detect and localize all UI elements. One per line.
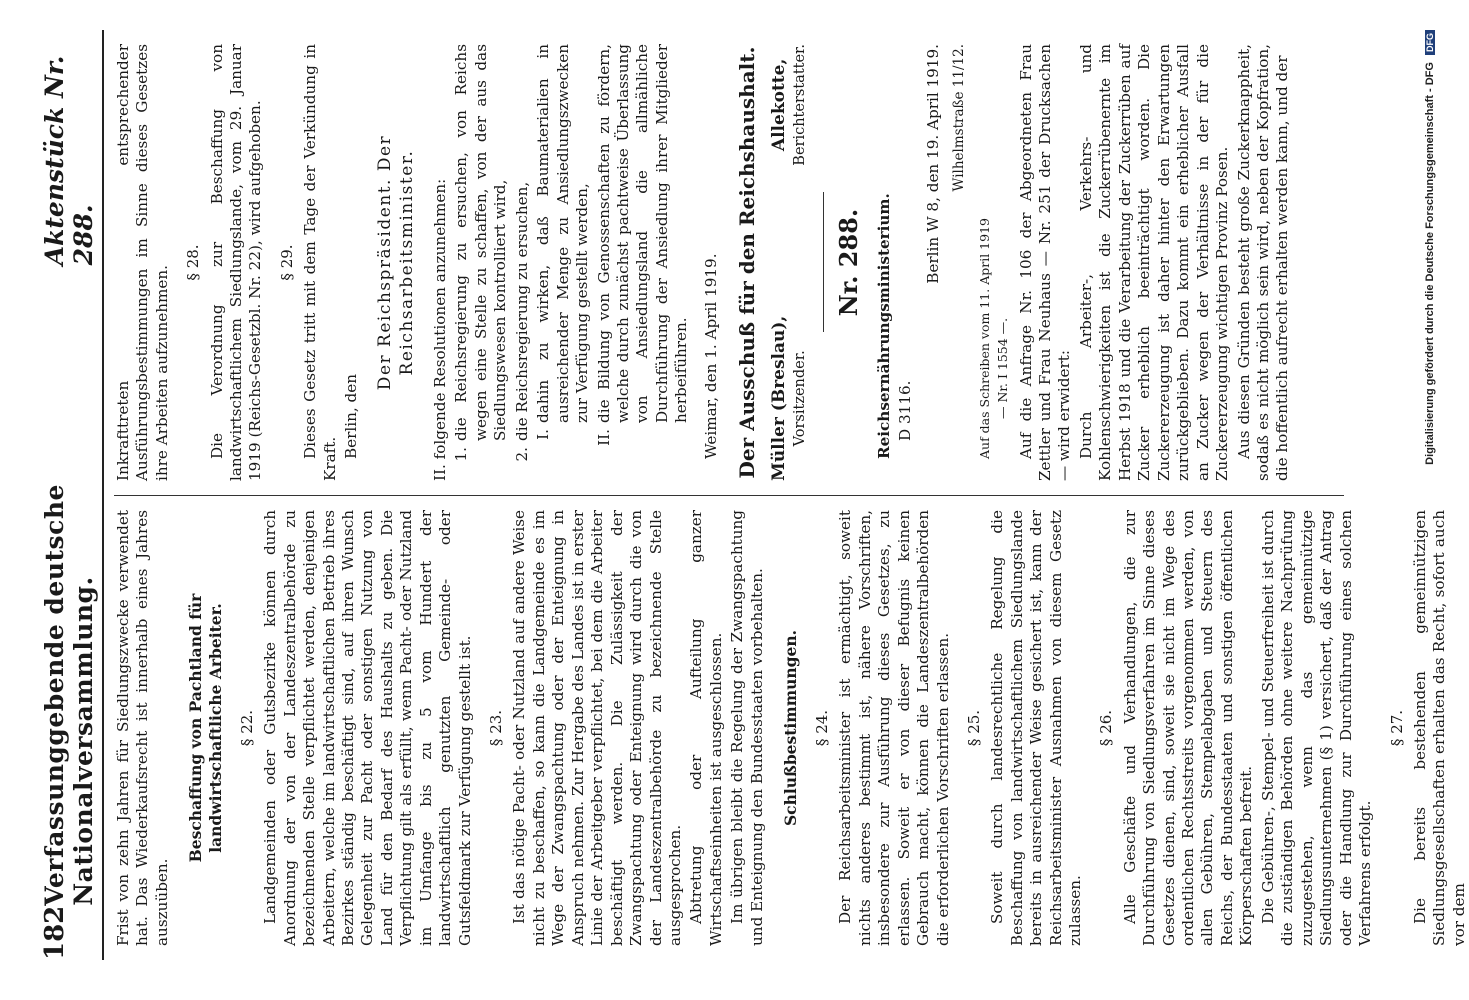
section-29-number: § 29. [277,244,296,281]
weimar-date: Weimar, den 1. April 1919. [701,253,720,459]
section-27-text: Die bereits bestehenden gemeinnützigen Siedlungsgesellschaften erhalten das Recht, sofort auch vor dem [1410,510,1468,946]
resolution-subitem [595,44,692,457]
left-column [114,495,1468,960]
section-28-number: § 28. [184,244,203,281]
section-23-text-c: Im übrigen bleibt die Regelung der Zwangspachtung und Enteignung den Bundesstaaten vorbehalten. [728,510,766,946]
right-intro-text: Inkrafttreten entsprechender Ausführungsbestimmungen im Sinne dieses Gesetzes ihre Arbeiten aufzunehmen. [114,44,171,481]
signature-row [769,44,809,481]
letter-street: Wilhelmstraße 11/12. [951,44,968,192]
ministry-name: Reichsernährungsministerium. [874,193,893,459]
section-23-number: § 23. [487,709,506,747]
subitem-number: I. [534,429,553,440]
heading-pachtland: Beschaffung von Pachtland für landwirtschaftliche Arbeiter. [186,593,226,863]
section-26-number: § 26. [1097,709,1116,747]
inquiry-text: Auf die Anfrage Nr. 106 der Abgeordneten Frau Zettler und Frau Neuhaus — Nr. 251 der Drucksachen — wird erwidert: [1016,44,1074,481]
section-26-text-a: Alle Geschäfte und Verhandlungen, die zur Durchführung von Siedlungsverfahren im Sinne dieses Gesetzes dienen, sind, soweit sie nicht im Wege des ordentlichen Rechtsstreits vorgenommen werden, von allen Gebühren, Stempelabgaben und Steuern des Reichs, der Bundesstaaten und sonstigen öffentlichen Körperschaften befreit. [1120,510,1256,946]
section-24-number: § 24. [813,709,832,747]
page-number: 182 [40,905,70,960]
item-number: 1. [452,447,471,462]
subitem-number: II. [594,429,613,446]
item-text: die Reichsregierung zu ersuchen, von Reichs wegen eine Stelle zu schaffen, von der aus das Siedlungswesen kontrolliert wird, [452,44,510,441]
page-header [40,30,104,960]
section-divider [823,193,824,333]
section-26-text-b: Die Gebühren-, Stempel- und Steuerfreiheit ist durch die zuständigen Behörden ohne weitere Nachprüfung zuzugestehen, wenn das gemeinnützige Siedlungsunternehmen (§ 1) versichert, daß der Antrag oder die Handlung zur Durchführung eines solchen Verfahrens erfolgt. [1258,510,1375,946]
section-29-text: Dieses Gesetz tritt mit dem Tage der Verkündung in Kraft. [301,44,339,481]
section-22-number: § 22. [238,709,257,747]
ministry-reference: D 3116. [896,380,915,441]
resolution-item [452,44,510,481]
resolution-intro: II. folgende Resolutionen anzunehmen: [430,178,449,481]
rapporteur-name: Allekotte, [768,58,789,152]
running-title: Verfassunggebende deutsche Nationalversammlung. [40,484,98,906]
section-23-text-b: Abtretung oder Aufteilung ganzer Wirtschaftseinheiten ist ausgeschlossen. [687,510,725,946]
section-28-text: Die Verordnung zur Beschaffung von landwirtschaftlichem Siedlungslande, vom 29. Januar 1919 (Reichs-Gesetzbl. Nr. 22), wird aufgehoben. [207,44,265,481]
item-number: 2. [512,447,531,462]
heading-schlussbestimmungen: Schlußbestimmungen. [781,630,801,827]
document-number-title: Nr. 288. [834,208,864,317]
letter-date: Berlin W 8, den 19. April 1919. [923,44,942,284]
section-24-text: Der Reichsarbeitsminister ist ermächtigt, soweit nichts anderes bestimmt ist, nähere Vorschriften, insbesondere zur Ausführung dieses Gesetzes, zu erlassen. Soweit er von dieser Befugnis keinen Gebrauch macht, können die Landeszentralbehörden die erforderlichen Vorschriften erlassen. [836,510,952,946]
signatories: Der Reichspräsident. Der Reichsarbeitsminister. [375,134,418,391]
digitization-text: Digitalisierung gefördert durch die Deutsche Forschungsgemeinschaft - DFG [1424,62,1436,465]
rapporteur-signature [769,44,809,166]
left-intro-text: Frist von zehn Jahren für Siedlungszwecke verwendet hat. Das Wiederkaufsrecht ist innerhalb eines Jahres auszuüben. [114,510,171,946]
section-25-text: Soweit durch landesrechtliche Regelung die Beschaffung von landwirtschaftlichem Siedlungslande bereits in ausreichender Weise gesichert ist, kann der Reichsarbeitsminister Ausnahmen von diesem Gesetz zulassen. [988,510,1084,946]
section-27-number: § 27. [1387,709,1406,747]
answer-paragraph-1: Durch Arbeiter-, Verkehrs- und Kohlenschwierigkeiten ist die Zuckerrübenernte im Herbst 1918 und die Verarbeitung der Zuckerrüben auf Zucker erheblich beeinträchtigt worden. Die Zuckererzeugung ist daher hinter den Erwartungen zurückgeblieben. Dazu kommt ein erheblicher Ausfall an Zucker wegen der Verhältnisse in der für die Zuckererzeugung wichtigen Provinz Posen. [1076,44,1232,481]
section-23-text-a: Ist das nötige Pacht- oder Nutzland auf andere Weise nicht zu beschaffen, so kann die Landgemeinde es im Wege der Zwangspachtung oder der Enteignung in Anspruch nehmen. Zur Hergabe des Landes ist in erster Linie der Arbeitgeber verpflichtet, bei dem die Arbeiter beschäftigt werden. Die Zulässigkeit der Zwangspachtung oder Enteignung wird durch die von der Landeszentralbehörde zu bezeichnende Stelle ausgesprochen. [510,510,684,946]
resolution-subitem [534,44,592,457]
berlin-den: Berlin, den [342,373,360,459]
item-text: die Reichsregierung zu ersuchen, [512,181,531,441]
chair-role: Vorsitzender. [791,350,808,447]
resolution-item [513,44,532,481]
subitem-text: dahin zu wirken, daß Baumaterialien in ausreichender Menge zu Ansiedlungszwecken zur Verfügung gestellt werden, [534,44,592,423]
section-22-text: Landgemeinden oder Gutsbezirke können durch Anordnung der von der Landeszentralbehörde zu bezeichnenden Stelle verpflichtet werden, denjenigen Arbeitern, welche im landwirtschaftlichen Betrieb ihres Bezirkes ständig beschäftigt sind, auf ihren Wunsch Gelegenheit zur Pacht oder sonstigen Nutzung von Land für den Bedarf des Haushalts zu geben. Die Verpflichtung gilt als erfüllt, wenn Pacht- oder Nutzland im Umfange bis zu 5 vom Hundert der landwirtschaftlich genutzten Gemeinde- oder Gutsfeldmark zur Verfügung gestellt ist. [261,510,474,946]
dfg-badge: DFG [1425,30,1435,55]
reference-letter: Auf das Schreiben vom 11. April 1919 [976,218,992,459]
rapporteur-role: Berichterstatter. [791,44,808,166]
subitem-text: die Bildung von Genossenschaften zu fördern, welche durch zunächst pachtweise Überlassung von Ansiedlungsland die allmähliche Durchführung der Ansiedlung ihrer Mitglieder herbeiführen. [594,44,691,423]
section-25-number: § 25. [965,709,983,747]
right-column [114,30,1344,495]
committee-title: Der Ausschuß für den Reichshaushalt. [735,46,760,479]
digitization-note [1406,30,1436,970]
document-reference: Aktenstück Nr. 288. [40,55,98,266]
chair-signature [769,316,809,481]
reference-number: — Nr. I 1554 —. [994,317,1010,419]
answer-paragraph-2: Aus diesen Gründen besteht große Zuckerknappheit, sodaß es nicht möglich sein wird, neben der Kopfration, die hoffentlich aufrecht erhalten werden kann, und der [1234,44,1292,481]
chair-name: Müller (Breslau), [768,315,789,481]
